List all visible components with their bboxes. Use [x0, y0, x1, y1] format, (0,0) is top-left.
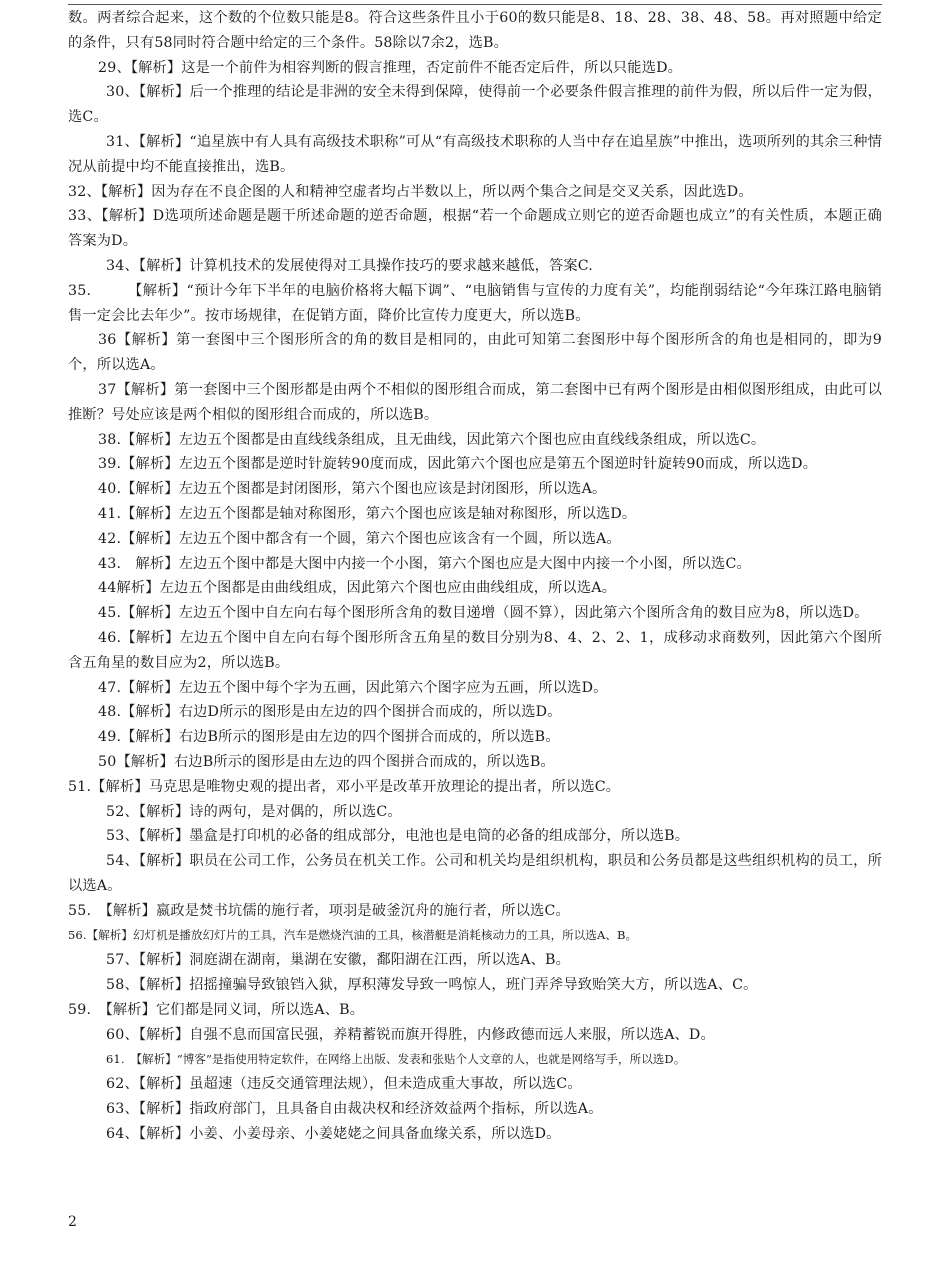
- answer-paragraph: 56.【解析】幻灯机是播放幻灯片的工具，汽车是燃烧汽油的工具，核潜艇是消耗核动力的工具，所以选A、B。: [68, 928, 638, 943]
- answer-paragraph: 52、【解析】诗的两句，是对偶的，所以选C。: [106, 803, 402, 820]
- answer-paragraph: 57、【解析】洞庭湖在湖南，巢湖在安徽，鄱阳湖在江西，所以选A、B。: [106, 952, 571, 969]
- answer-paragraph: 53、【解析】墨盒是打印机的必备的组成部分，电池也是电筒的必备的组成部分，所以选B。: [106, 828, 690, 845]
- answer-paragraph: 60、【解析】自强不息而国富民强，养精蓄锐而旗开得胜，内修政德而远人来服，所以选A、D。: [106, 1026, 715, 1043]
- answer-paragraph: 33、【解析】D选项所述命题是题干所述命题的逆否命题，根据“若一个命题成立则它的逆否命题也成立”的有关性质，本题正确答案为D。: [68, 208, 882, 250]
- answer-paragraph: 31、【解析】“追星族中有人具有高级技术职称”可从“有高级技术职称的人当中存在追星族”中推出，选项所列的其余三种情况从前提中均不能直接推出，选B。: [68, 133, 882, 175]
- answer-paragraph: 61. 【解析】“博客”是指使用特定软件，在网络上出版、发表和张贴个人文章的人，也就是网络写手，所以选D。: [106, 1052, 686, 1067]
- answer-paragraph: 32、【解析】因为存在不良企图的人和精神空虚者均占半数以上，所以两个集合之间是交叉关系，因此选D。: [68, 183, 753, 200]
- answer-paragraph: 63、【解析】指政府部门，且具备自由裁决权和经济效益两个指标，所以选A。: [106, 1101, 603, 1118]
- answer-paragraph: 54、【解析】职员在公司工作，公务员在机关工作。公司和机关均是组织机构，职员和公务员都是这些组织机构的员工，所以选A。: [68, 853, 882, 894]
- answer-paragraph: 49.【解析】右边B所示的图形是由左边的四个图拼合而成的，所以选B。: [98, 729, 560, 746]
- answer-paragraph: 48.【解析】右边D所示的图形是由左边的四个图拼合而成的，所以选D。: [98, 704, 562, 721]
- page-number: 2: [68, 1214, 77, 1230]
- answer-paragraph: 35. 【解析】“预计今年下半年的电脑价格将大幅下调”、“电脑销售与宣传的力度有关”，均能削弱结论“今年珠江路电脑销售一定会比去年少”。按市场规律，在促销方面，降价比宣传力度更大，所以选B。: [68, 282, 882, 324]
- answer-paragraph: 58、【解析】招摇撞骗导致锒铛入狱，厚积薄发导致一鸣惊人，班门弄斧导致贻笑大方，所以选A、C。: [106, 977, 758, 994]
- answer-paragraph: 30、【解析】后一个推理的结论是非洲的安全未得到保障，使得前一个必要条件假言推理的前件为假，所以后件一定为假，选C。: [68, 84, 882, 126]
- answer-paragraph: 59. 【解析】它们都是同义词，所以选A、B。: [68, 1001, 365, 1018]
- answer-paragraph: 43. 解析】左边五个图中都是大图中内接一个小图，第六个图也应是大图中内接一个小图，所以选C。: [98, 555, 751, 572]
- answer-paragraph: 64、【解析】小姜、小姜母亲、小姜姥姥之间具备血缘关系，所以选D。: [106, 1125, 561, 1142]
- answer-paragraph: 37【解析】第一套图中三个图形都是由两个不相似的图形组合而成，第二套图中已有两个图形是由相似图形组成，由此可以推断？号处应该是两个相似的图形组合而成的，所以选B。: [68, 381, 882, 423]
- answer-paragraph: 42.【解析】左边五个图中都含有一个圆，第六个图也应该含有一个圆，所以选A。: [98, 530, 621, 547]
- answer-paragraph: 41.【解析】左边五个图都是轴对称图形，第六个图也应该是轴对称图形，所以选D。: [98, 505, 637, 522]
- answer-paragraph: 39.【解析】左边五个图都是逆时针旋转90度而成，因此第六个图也应是第五个图逆时针旋转90而成，所以选D。: [98, 456, 818, 473]
- answer-paragraph: 数。两者综合起来，这个数的个位数只能是8。符合这些条件且小于60的数只能是8、18、28、38、48、58。再对照题中给定的条件，只有58同时符合题中给定的三个条件。58除以7余2，选B。: [68, 10, 882, 51]
- answer-paragraph: 40.【解析】左边五个图都是封闭图形，第六个图也应该是封闭图形，所以选A。: [98, 481, 607, 498]
- header-rule: [68, 4, 882, 5]
- answer-paragraph: 46.【解析】左边五个图中自左向右每个图形所含五角星的数目分别为8、4、2、2、1，成移动求商数列，因此第六个图所含五角星的数目应为2，所以选B。: [68, 629, 882, 671]
- answer-paragraph: 44解析】左边五个图都是由曲线组成，因此第六个图也应由曲线组成，所以选A。: [98, 580, 617, 597]
- answer-paragraph: 34、【解析】计算机技术的发展使得对工具操作技巧的要求越来越低，答案C.: [106, 257, 594, 274]
- answer-paragraph: 45.【解析】左边五个图中自左向右每个图形所含角的数目递增（圆不算），因此第六个图所含角的数目应为8，所以选D。: [98, 605, 869, 622]
- answer-paragraph: 29、【解析】这是一个前件为相容判断的假言推理，否定前件不能否定后件，所以只能选D。: [98, 59, 683, 76]
- answer-paragraph: 62、【解析】虽超速（违反交通管理法规），但未造成重大事故，所以选C。: [106, 1076, 582, 1093]
- document-body: [68, 6, 882, 1147]
- answer-paragraph: 36【解析】第一套图中三个图形所含的角的数目是相同的，由此可知第二套图形中每个图形所含的角也是相同的，即为9个，所以选A。: [68, 332, 882, 374]
- answer-paragraph: 47.【解析】左边五个图中每个字为五画，因此第六个图字应为五画，所以选D。: [98, 679, 608, 696]
- answer-paragraph: 55. 【解析】嬴政是焚书坑儒的施行者，项羽是破釜沉舟的施行者，所以选C。: [68, 902, 570, 919]
- answer-paragraph: 51.【解析】马克思是唯物史观的提出者，邓小平是改革开放理论的提出者，所以选C。: [68, 778, 621, 795]
- answer-paragraph: 50【解析】右边B所示的图形是由左边的四个图拼合而成的，所以选B。: [98, 753, 555, 770]
- answer-paragraph: 38.【解析】左边五个图都是由直线线条组成，且无曲线，因此第六个图也应由直线线条组成，所以选C。: [98, 431, 766, 448]
